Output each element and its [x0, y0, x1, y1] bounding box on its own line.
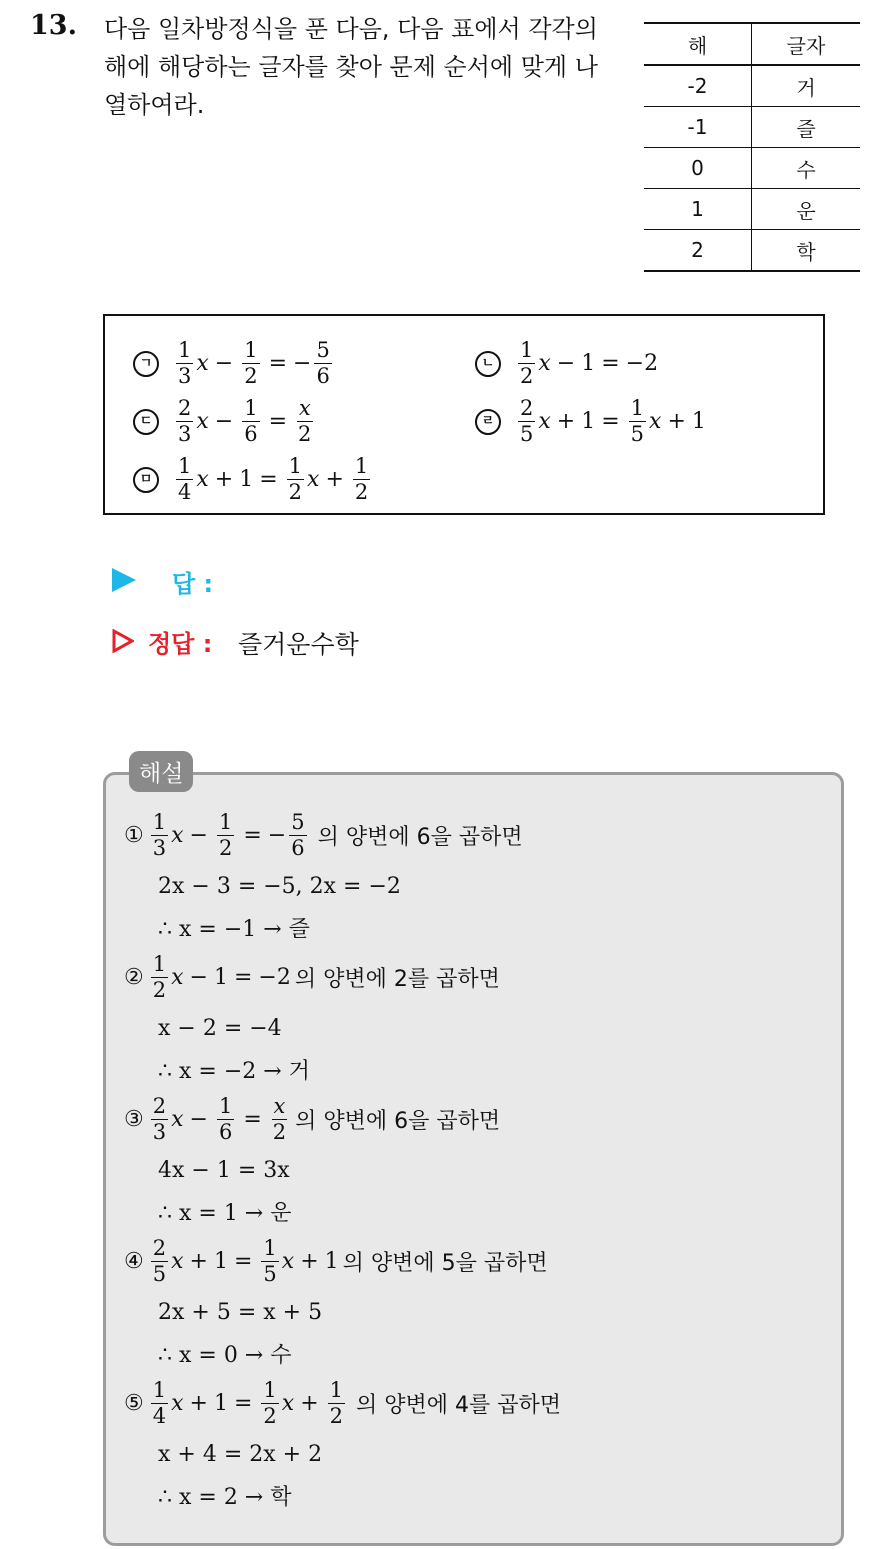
label-circle-c: ㄷ	[133, 409, 159, 435]
solution-step-4-line2: 2x + 5 = x + 5	[158, 1300, 323, 1325]
play-arrow-icon	[112, 568, 136, 592]
label-circle-d: ㄹ	[475, 409, 501, 435]
solution-step-5-line3: ∴ x = 2 → 학	[158, 1485, 292, 1510]
fraction: $\frac{2}{3}$	[178, 396, 192, 446]
solution-step-5-equation: ⑤ $\frac{1}{4}$ x + 1 = $\frac{1}{2}$ x + $\frac{1}{2}$ 의 양변에 4를 곱하면	[124, 1378, 562, 1428]
solution-tab-label: 해설	[129, 751, 193, 792]
fraction: $\frac{1}{3}$	[178, 338, 192, 388]
fraction: $\frac{1}{2}$	[244, 338, 258, 388]
equation-e: ㅁ $\frac{1}{4}$ x + 1 = $\frac{1}{2}$ x + $\frac{1}{2}$	[133, 456, 373, 503]
correct-answer-label: 정답 :	[148, 630, 213, 658]
label-circle-b: ㄴ	[475, 351, 501, 377]
equations-box	[103, 314, 825, 515]
solution-step-1-line3: ∴ x = −1 → 즐	[158, 917, 310, 942]
equation-c: ㄷ $\frac{2}{3}$ x − $\frac{1}{6}$ = $\frac{x}{2}$	[133, 398, 316, 445]
solution-step-4-line3: ∴ x = 0 → 수	[158, 1343, 292, 1368]
fraction: $\frac{x}{2}$	[298, 396, 312, 446]
fraction: $\frac{1}{6}$	[244, 396, 258, 446]
table-cell-solution: -1	[644, 107, 752, 148]
solution-step-3-line2: 4x − 1 = 3x	[158, 1158, 290, 1183]
solution-step-2-line2: x − 2 = −4	[158, 1016, 282, 1041]
outline-arrow-icon	[112, 629, 134, 653]
table-row	[644, 189, 860, 230]
fraction: $\frac{1}{2}$	[354, 454, 369, 504]
solution-step-1-line2: 2x − 3 = −5, 2x = −2	[158, 874, 401, 899]
table-cell-letter: 학	[752, 230, 861, 272]
solution-step-5-line2: x + 4 = 2x + 2	[158, 1442, 323, 1467]
table-cell-letter: 즐	[752, 107, 861, 148]
equation-b: ㄴ $\frac{1}{2}$ x − 1 = −2	[475, 340, 658, 387]
table-cell-letter: 거	[752, 65, 861, 107]
fraction: $\frac{1}{2}$	[520, 338, 534, 388]
table-row	[644, 230, 860, 272]
question-text: 다음 일차방정식을 푼 다음, 다음 표에서 각각의 해에 해당하는 글자를 찾아 문제 순서에 맞게 나열하여라.	[104, 15, 598, 119]
correct-answer-value: 즐거운수학	[238, 630, 359, 659]
question-number: 13.	[30, 10, 77, 41]
solution-step-2-line3: ∴ x = −2 → 거	[158, 1059, 310, 1084]
label-circle-a: ㄱ	[133, 351, 159, 377]
fraction: $\frac{1}{5}$	[630, 396, 645, 446]
solution-step-1-equation: ① $\frac{1}{3}$ x − $\frac{1}{2}$ = − $\frac{5}{6}$ 의 양변에 6을 곱하면	[124, 810, 523, 860]
fraction: $\frac{2}{5}$	[520, 396, 534, 446]
equation-a: ㄱ $\frac{1}{3}$ x − $\frac{1}{2}$ = − $\frac{5}{6}$	[133, 340, 335, 387]
answer-label: 답 :	[172, 570, 214, 598]
table-cell-solution: -2	[644, 65, 752, 107]
table-cell-letter: 운	[752, 189, 861, 230]
fraction: $\frac{1}{2}$	[288, 454, 303, 504]
table-header-row	[644, 23, 860, 65]
table-row	[644, 107, 860, 148]
solution-letter-table	[644, 22, 860, 272]
label-circle-e: ㅁ	[133, 467, 159, 493]
table-cell-letter: 수	[752, 148, 861, 189]
table-cell-solution: 1	[644, 189, 752, 230]
table-cell-solution: 2	[644, 230, 752, 272]
table-row	[644, 65, 860, 107]
solution-step-4-equation: ④ $\frac{2}{5}$ x + 1 = $\frac{1}{5}$ x + 1 의 양변에 5을 곱하면	[124, 1236, 548, 1286]
solution-step-3-line3: ∴ x = 1 → 운	[158, 1201, 292, 1226]
solution-step-3-equation: ③ $\frac{2}{3}$ x − $\frac{1}{6}$ = $\frac{x}{2}$ 의 양변에 6을 곱하면	[124, 1094, 501, 1144]
table-row	[644, 148, 860, 189]
solution-step-2-equation: ② $\frac{1}{2}$ x − 1 = −2 의 양변에 2를 곱하면	[124, 952, 500, 1002]
fraction: $\frac{5}{6}$	[316, 338, 330, 388]
table-cell-solution: 0	[644, 148, 752, 189]
table-header-letter: 글자	[752, 23, 861, 65]
fraction: $\frac{1}{4}$	[178, 454, 192, 504]
table-header-solution: 해	[644, 23, 752, 65]
equation-d: ㄹ $\frac{2}{5}$ x + 1 = $\frac{1}{5}$ x + 1	[475, 398, 706, 445]
